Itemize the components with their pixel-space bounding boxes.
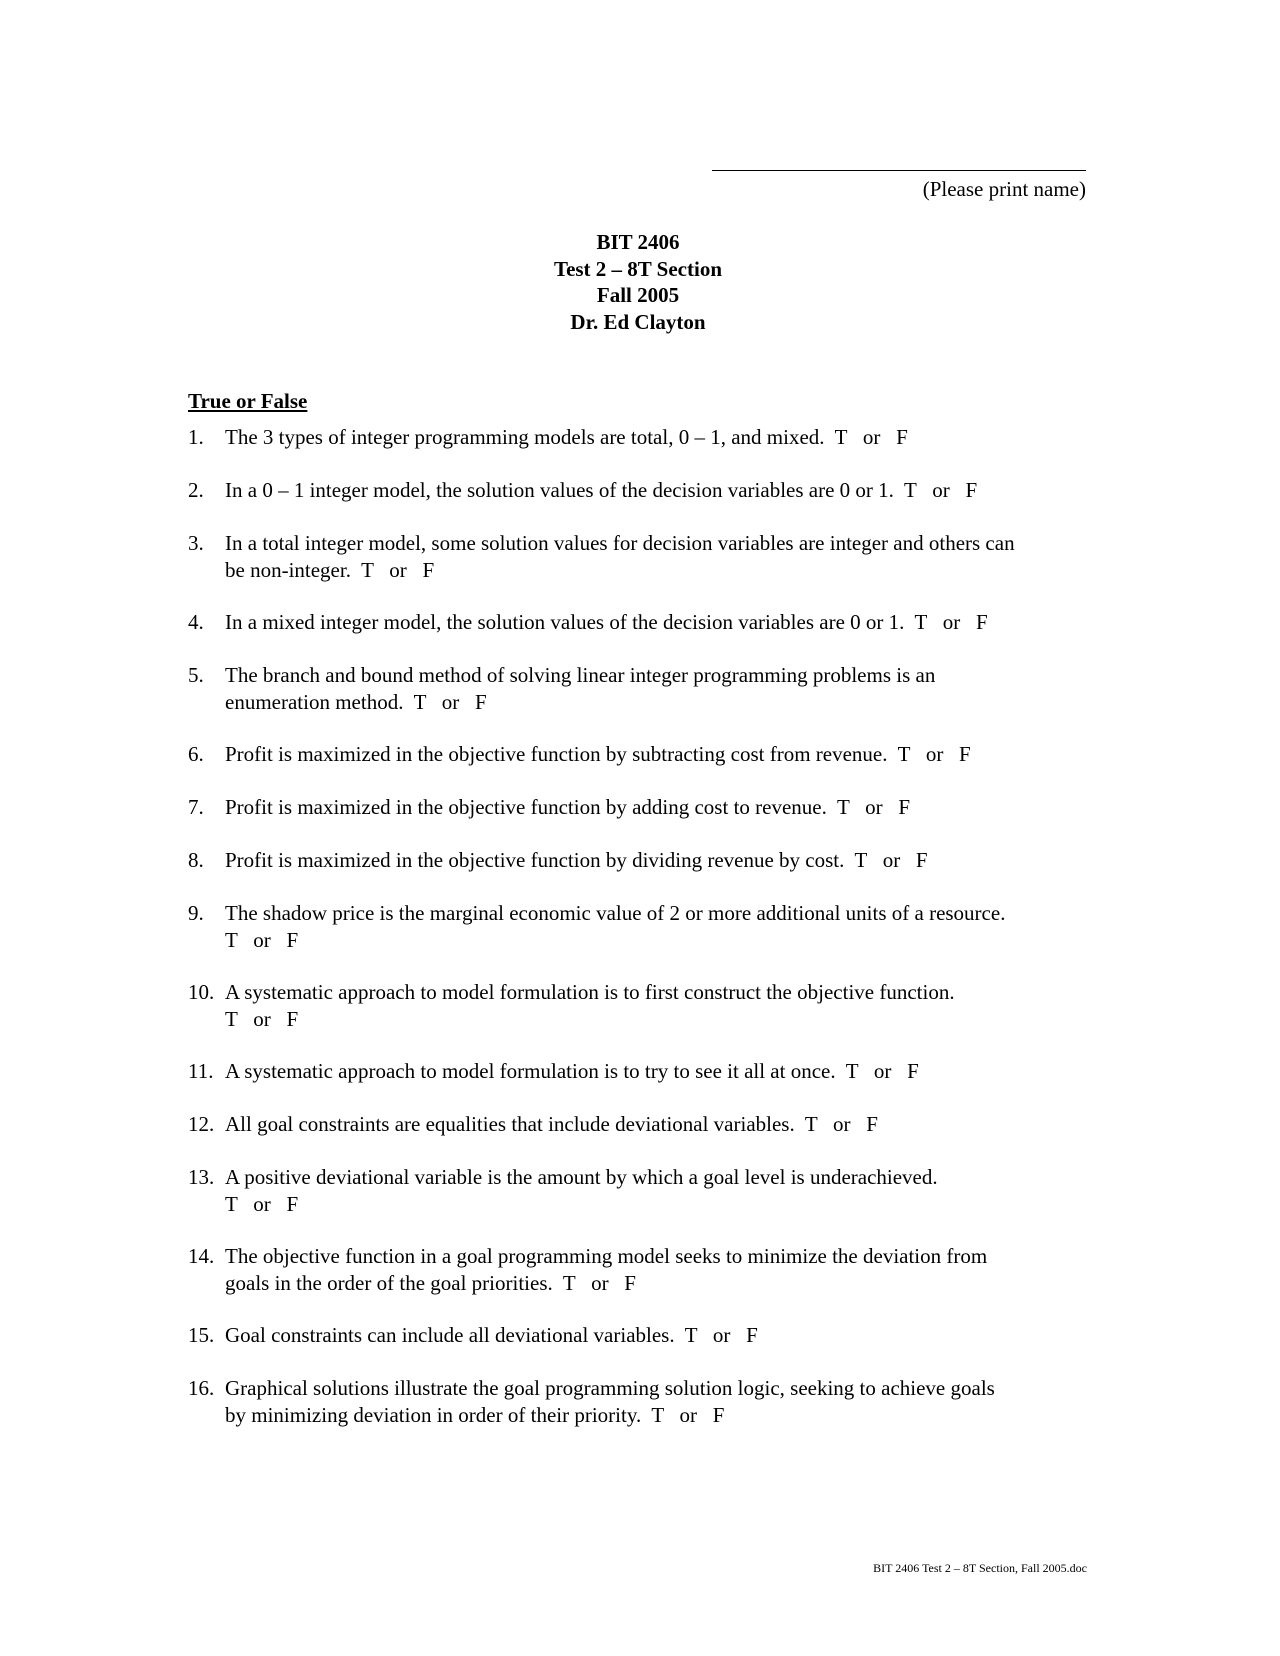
true-false-choice: T or F <box>844 848 928 872</box>
question-number: 5. <box>188 663 204 687</box>
question-number: 16. <box>188 1376 215 1400</box>
true-false-choice: T or F <box>225 1006 299 1031</box>
question-text <box>225 1058 1110 1085</box>
question-text <box>225 530 1110 583</box>
question-statement-continued: be non-integer. <box>225 557 351 582</box>
question-statement-continued: goals in the order of the goal priorities. <box>225 1270 553 1295</box>
course-title: BIT 2406 <box>596 230 680 254</box>
question-number: 15. <box>188 1323 215 1347</box>
true-false-choice: T or F <box>893 478 978 502</box>
question-statement: The branch and bound method of solving linear integer programming problems is an <box>225 663 936 687</box>
question-number: 1. <box>188 425 204 449</box>
true-false-choice: T or F <box>225 1191 299 1216</box>
question-text <box>225 1164 1110 1217</box>
question-text <box>225 1243 1110 1296</box>
question-statement: Profit is maximized in the objective function by subtracting cost from revenue. <box>225 742 888 766</box>
question-statement: A systematic approach to model formulation is to first construct the objective function. <box>225 980 955 1004</box>
question-number: 6. <box>188 742 204 766</box>
question-number: 11. <box>188 1059 214 1083</box>
question-number: 9. <box>188 901 204 925</box>
page-footer: BIT 2406 Test 2 – 8T Section, Fall 2005.doc <box>873 1561 1087 1575</box>
true-false-choice: T or F <box>674 1323 758 1347</box>
question-statement: A systematic approach to model formulation is to try to see it all at once. <box>225 1059 836 1083</box>
question-statement: The objective function in a goal programming model seeks to minimize the deviation from <box>225 1244 988 1268</box>
question-text <box>225 1322 1110 1349</box>
question-text <box>225 900 1110 953</box>
question-statement: In a mixed integer model, the solution values of the decision variables are 0 or 1. <box>225 610 905 634</box>
question-text <box>225 424 1110 451</box>
true-false-choice: T or F <box>552 1270 636 1295</box>
true-false-choice: T or F <box>824 425 908 449</box>
true-false-choice: T or F <box>835 1059 919 1083</box>
question-statement: A positive deviational variable is the amount by which a goal level is underachieved. <box>225 1165 938 1189</box>
question-statement: In a total integer model, some solution values for decision variables are integer and others can <box>225 531 1015 555</box>
true-false-choice: T or F <box>225 927 299 952</box>
question-number: 12. <box>188 1112 215 1136</box>
question-text <box>225 1111 1110 1138</box>
document-header <box>0 229 1276 335</box>
question-text <box>225 741 1110 768</box>
true-false-choice: T or F <box>350 557 435 582</box>
question-statement: Profit is maximized in the objective function by dividing revenue by cost. <box>225 848 845 872</box>
test-title: Test 2 – 8T Section <box>553 256 723 281</box>
question-statement: The 3 types of integer programming models are total, 0 – 1, and mixed. <box>225 425 825 449</box>
question-number: 7. <box>188 795 204 819</box>
question-number: 2. <box>188 478 204 502</box>
true-false-choice: T or F <box>403 689 487 714</box>
question-statement: Goal constraints can include all deviational variables. <box>225 1323 675 1347</box>
question-statement: The shadow price is the marginal economic value of 2 or more additional units of a resource. <box>225 901 1006 925</box>
question-number: 10. <box>188 980 215 1004</box>
true-false-choice: T or F <box>641 1402 725 1427</box>
question-statement-continued: enumeration method. <box>225 689 404 714</box>
question-text <box>225 662 1110 715</box>
question-statement: Graphical solutions illustrate the goal programming solution logic, seeking to achieve goals <box>225 1376 995 1400</box>
question-text <box>225 979 1110 1032</box>
section-title: True or False <box>188 389 308 413</box>
true-false-choice: T or F <box>794 1112 878 1136</box>
question-text <box>225 1375 1110 1428</box>
instructor-name: Dr. Ed Clayton <box>570 309 706 334</box>
print-name-label: (Please print name) <box>922 177 1086 201</box>
name-signature-line <box>712 170 1086 171</box>
true-false-choice: T or F <box>826 795 911 819</box>
question-number: 13. <box>188 1165 215 1189</box>
question-text <box>225 847 1110 874</box>
question-number: 4. <box>188 610 204 634</box>
question-number: 14. <box>188 1244 215 1268</box>
question-text <box>225 794 1110 821</box>
question-text <box>225 609 1110 636</box>
term-title: Fall 2005 <box>596 283 680 307</box>
question-statement-continued: by minimizing deviation in order of their priority. <box>225 1402 642 1427</box>
question-number: 3. <box>188 531 204 555</box>
true-false-choice: T or F <box>904 610 988 634</box>
question-text <box>225 477 1110 504</box>
question-statement: In a 0 – 1 integer model, the solution values of the decision variables are 0 or 1. <box>225 478 894 502</box>
question-number: 8. <box>188 848 204 872</box>
true-false-choice: T or F <box>887 742 971 766</box>
question-statement: Profit is maximized in the objective function by adding cost to revenue. <box>225 795 827 819</box>
question-statement: All goal constraints are equalities that include deviational variables. <box>225 1112 795 1136</box>
